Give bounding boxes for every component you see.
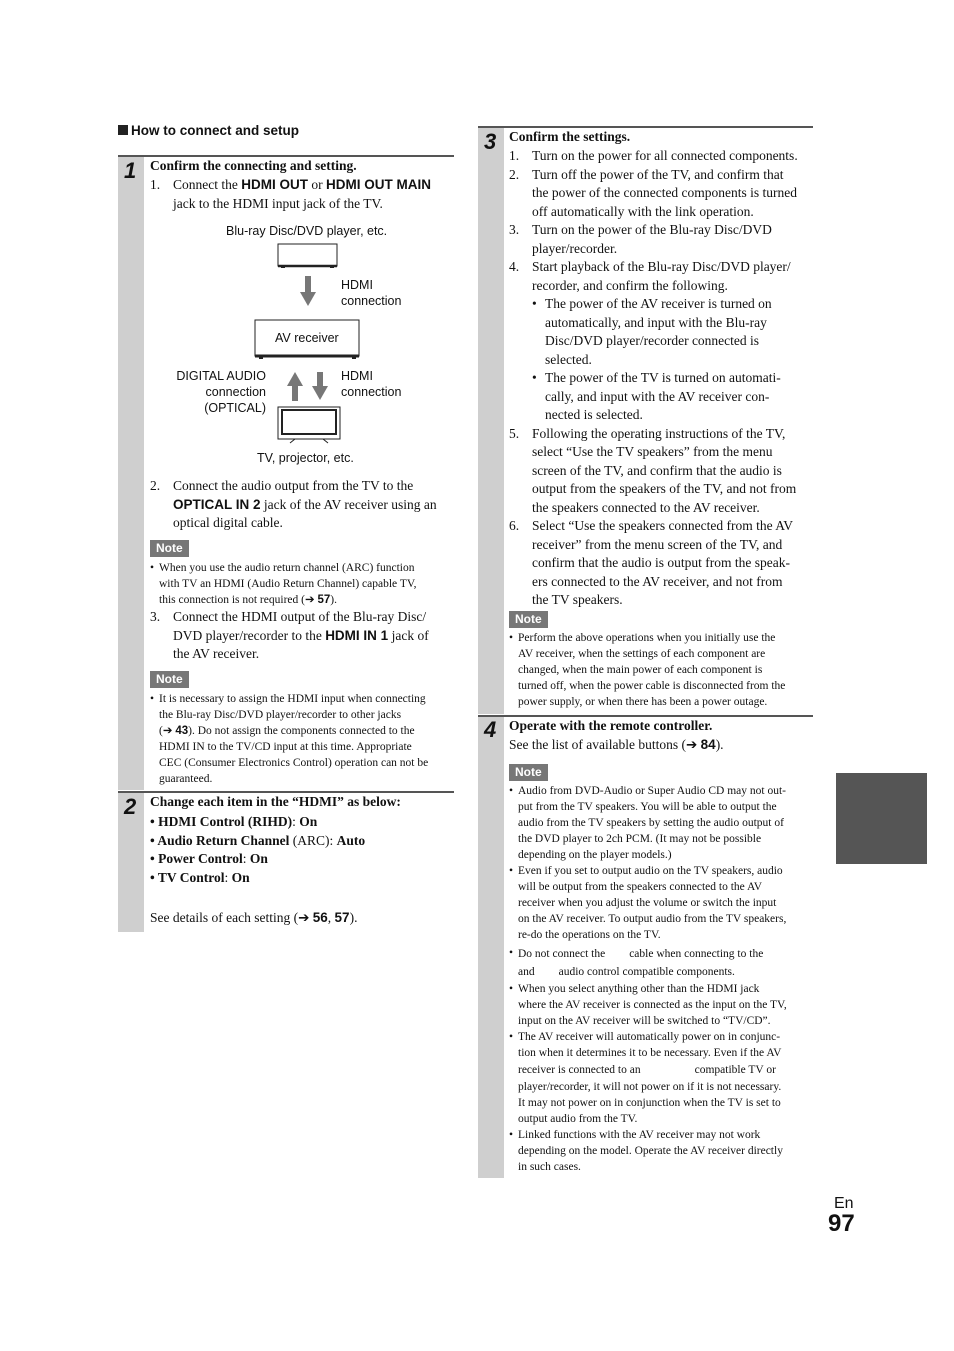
step-3-title: Confirm the settings. [509, 129, 631, 144]
step-2-rule [118, 791, 454, 793]
step-4-see-list: See the list of available buttons (➔ 84). [509, 737, 724, 752]
step-1-title: Confirm the connecting and setting. [150, 158, 357, 173]
arrow-right-icon: ➔ [304, 594, 315, 606]
step-2-settings: • HDMI Control (RIHD): On • Audio Return Channel (ARC): Auto • Power Control: On • TV Control: On [150, 814, 366, 885]
down-arrow-icon [300, 276, 316, 306]
bluray-player-icon [278, 244, 337, 268]
step-1-item-1: 1. Connect the HDMI OUT or HDMI OUT MAIN jack to the HDMI input jack of the TV. [150, 177, 431, 211]
step-2-title: Change each item in the “HDMI” as below: [150, 794, 401, 809]
step-4-title: Operate with the remote controller. [509, 718, 713, 733]
page-number: 97 [828, 1210, 855, 1237]
diagram-hdmi-label-2: HDMI connection [341, 369, 402, 399]
step-2-see-details: See details of each setting (➔ 56, 57). [150, 910, 358, 925]
arrow-right-icon: ➔ [162, 725, 173, 737]
step-4-rule [478, 715, 813, 717]
arrow-right-icon: ➔ [298, 910, 310, 925]
diagram-receiver-label: AV receiver [275, 331, 339, 345]
tv-icon [278, 407, 340, 443]
connection-diagram [160, 220, 450, 470]
step-3-number: 3 [484, 129, 497, 154]
step-1-item-3: 3. Connect the HDMI output of the Blu-ray Disc/ DVD player/recorder to the HDMI IN 1 jack of the AV receiver. [150, 609, 429, 661]
diagram-tv-label: TV, projector, etc. [257, 451, 354, 465]
note-1: • When you use the audio return channel (ARC) function with TV an HDMI (Audio Return Channel) capable TV, this connection is not required (➔ 57). [150, 562, 417, 606]
diagram-source-label: Blu-ray Disc/DVD player, etc. [226, 224, 388, 238]
note-2: • It is necessary to assign the HDMI input when connecting the Blu-ray Disc/DVD player/recorder to other jacks (➔ 43). Do not assign the components connected to the HDMI IN to the TV/CD input at this time. Appropriate CEC (Consumer Electronics Control) operation can not be guaranteed. [150, 693, 429, 785]
footer-language: En [834, 1195, 854, 1212]
diagram-digital-audio-label: DIGITAL AUDIO connection (OPTICAL) [176, 369, 266, 415]
step-1-number: 1 [124, 158, 137, 183]
note-3: • Perform the above operations when you initially use the AV receiver, when the settings of each component are changed, when the main power of each component is turned off, when the power cable is disconnected from the power supply, or when there has been a power outage. [509, 632, 786, 708]
step-3-list: 1. Turn on the power for all connected components. 2. Turn off the power of the TV, and confirm that the power of the connected components is turned off automatically with the link operation. 3. Turn on the power of the Blu-ray Disc/DVD player/recorder. 4. Start playback of the Blu-ray Disc/DVD player/ recorder, and confirm the following. • The power of the AV receiver is turned on automatically, and input with the Blu-ray Disc/DVD player/recorder connected is selected. • The power of the TV is turned on automati- cally, and input with the AV receiver con- nected is selected. 5. Following the operating instructions of the TV, select “Use the TV speakers” from the menu screen of the TV, and confirm that the audio is output from the speakers of the TV, and not from the speakers connected to the AV receiver. 6. Select “Use the speakers connected from the AV receiver” from the menu screen of the TV, and confirm that the audio is output from the speak- ers connected to the AV receiver, and not from the TV speakers. [509, 148, 798, 607]
note-label-1: Note [150, 539, 189, 557]
note-label-4: Note [509, 763, 548, 781]
step-1-rule [118, 155, 454, 157]
step-4-bar [478, 717, 504, 1178]
step-4-number: 4 [484, 717, 497, 742]
step-1-bar [118, 156, 144, 790]
up-arrow-icon [287, 372, 303, 401]
step-3-bar [478, 128, 504, 714]
chapter-tab-marker [836, 773, 927, 864]
arrow-right-icon: ➔ [685, 737, 698, 752]
diagram-hdmi-label-1: HDMI connection [341, 278, 402, 308]
note-label-2: Note [150, 670, 189, 688]
step-3-rule [478, 126, 813, 128]
down-arrow-icon-2 [312, 372, 328, 400]
section-heading: How to connect and setup [118, 123, 299, 138]
step-2-number: 2 [124, 794, 137, 819]
note-4: • Audio from DVD-Audio or Super Audio CD may not out- put from the TV speakers. You will be able to output the audio from the TV speakers by setting the audio output of the DVD player to 2ch PCM. (It may not be possible depending on the player models.) • Even if you set to output audio on the TV speakers, audio will be output from the speakers connected to the AV receiver when you adjust the volume or switch the input on the AV receiver. To output audio from the TV speakers, re-do the operations on the TV. • Do not connect the cable when connecting to the and audio control compatible components. • When you select anything other than the HDMI jack where the AV receiver is connected as the input on the TV, input on the AV receiver will be switched to “TV/CD”. • The AV receiver will automatically power on in conjunc- tion when it determines it to be necessary. Even if the AV receiver is connected to an compatible TV or player/recorder, it will not power on if it is not necessary. It may not power on in conjunction when the TV is set to output audio from the TV. • Linked functions with the AV receiver may not work depending on the model. Operate the AV receiver directly in such cases. [509, 785, 787, 1173]
step-1-item-2: 2. Connect the audio output from the TV to the OPTICAL IN 2 jack of the AV receiver using an optical digital cable. [150, 478, 437, 530]
note-label-3: Note [509, 610, 548, 628]
square-bullet-icon [118, 125, 128, 135]
